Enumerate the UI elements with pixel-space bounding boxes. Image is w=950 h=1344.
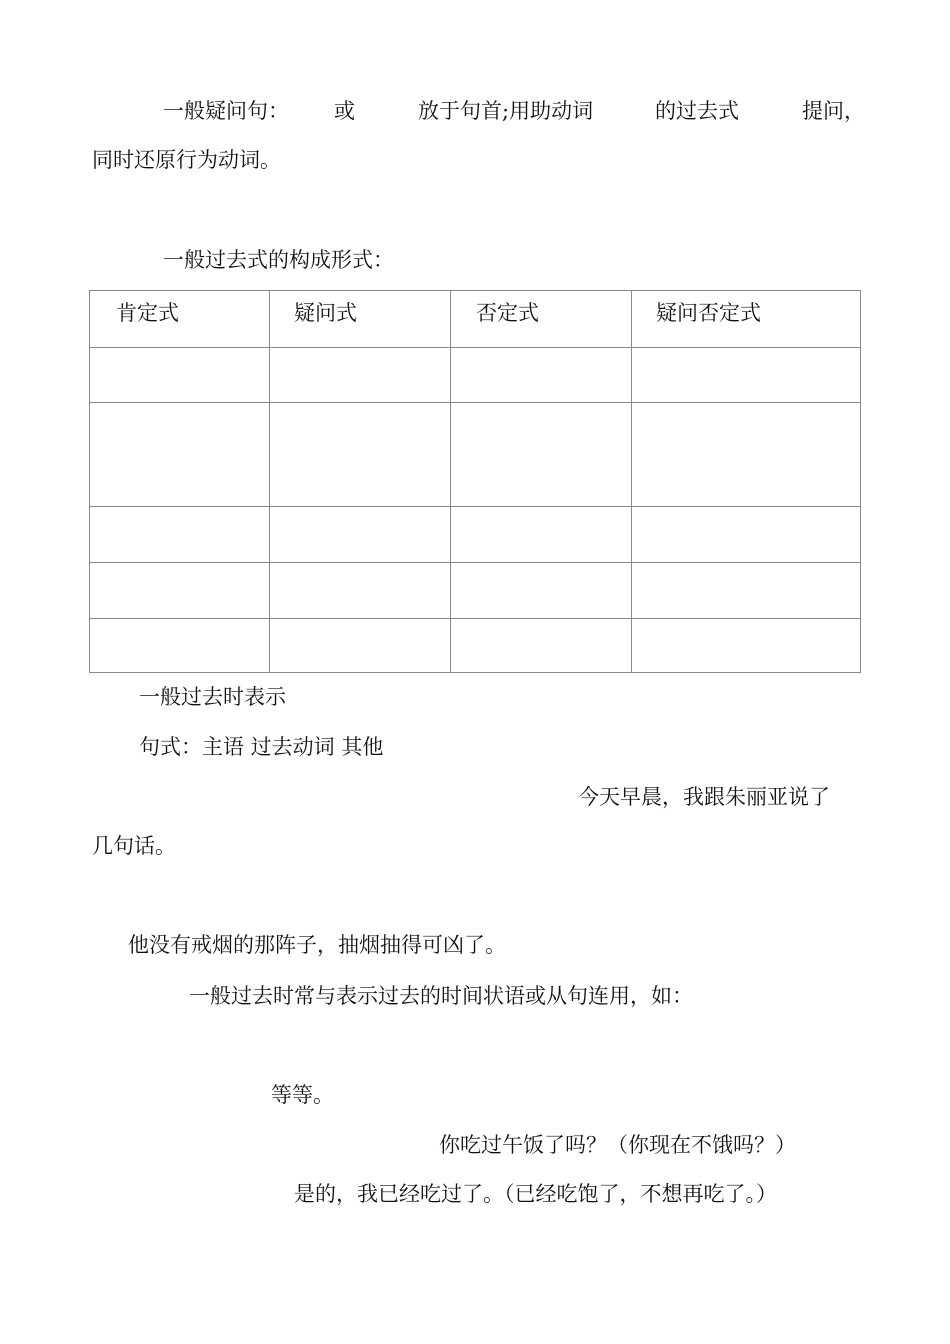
rule-text-a: 一般疑问句： (163, 99, 289, 123)
table-cell (90, 348, 270, 403)
rule-text-d: 的过去式 (655, 99, 739, 123)
header-negative-interrogative: 疑问否定式 (632, 291, 861, 348)
table-cell (451, 619, 632, 673)
rule-text-e: 提问， (802, 99, 865, 123)
table-header-row (90, 291, 861, 348)
table-cell (90, 563, 270, 619)
example1-line2: 几句话。 (92, 834, 176, 858)
usage-title: 一般过去时表示 (139, 685, 286, 709)
question-rule-line2: 同时还原行为动词。 (92, 148, 281, 172)
table-row (90, 348, 861, 403)
rule-text-b: 或 (334, 99, 355, 123)
table-cell (451, 563, 632, 619)
adverbials-note: 一般过去时常与表示过去的时间状语或从句连用，如： (189, 984, 693, 1008)
table-cell (270, 619, 451, 673)
header-negative: 否定式 (451, 291, 632, 348)
table-cell (90, 619, 270, 673)
example1-line1: 今天早晨，我跟朱丽亚说了 (578, 785, 830, 809)
table-cell (451, 403, 632, 507)
table-cell (270, 507, 451, 563)
table-cell (90, 403, 270, 507)
sentence-pattern: 句式：主语 过去动词 其他 (139, 735, 384, 759)
table-cell (632, 563, 861, 619)
table-row (90, 403, 861, 507)
table-cell (270, 563, 451, 619)
table-cell (270, 348, 451, 403)
etc-text: 等等。 (271, 1083, 334, 1107)
example2: 他没有戒烟的那阵子，抽烟抽得可凶了。 (128, 933, 506, 957)
example-question: 你吃过午饭了吗？（你现在不饿吗？） (439, 1133, 796, 1157)
example-answer: 是的，我已经吃过了。（已经吃饱了，不想再吃了。） (294, 1182, 777, 1206)
header-affirmative: 肯定式 (90, 291, 270, 348)
table-cell (451, 348, 632, 403)
table-row (90, 563, 861, 619)
table-title: 一般过去式的构成形式： (163, 248, 394, 272)
table-cell (451, 507, 632, 563)
table-cell (270, 403, 451, 507)
table-cell (632, 403, 861, 507)
header-interrogative: 疑问式 (270, 291, 451, 348)
table-cell (632, 619, 861, 673)
table-row (90, 619, 861, 673)
tense-forms-table (89, 290, 861, 673)
table-cell (90, 507, 270, 563)
table-row (90, 507, 861, 563)
table-cell (632, 507, 861, 563)
rule-text-c: 放于句首;用助动词 (418, 99, 594, 123)
table-cell (632, 348, 861, 403)
